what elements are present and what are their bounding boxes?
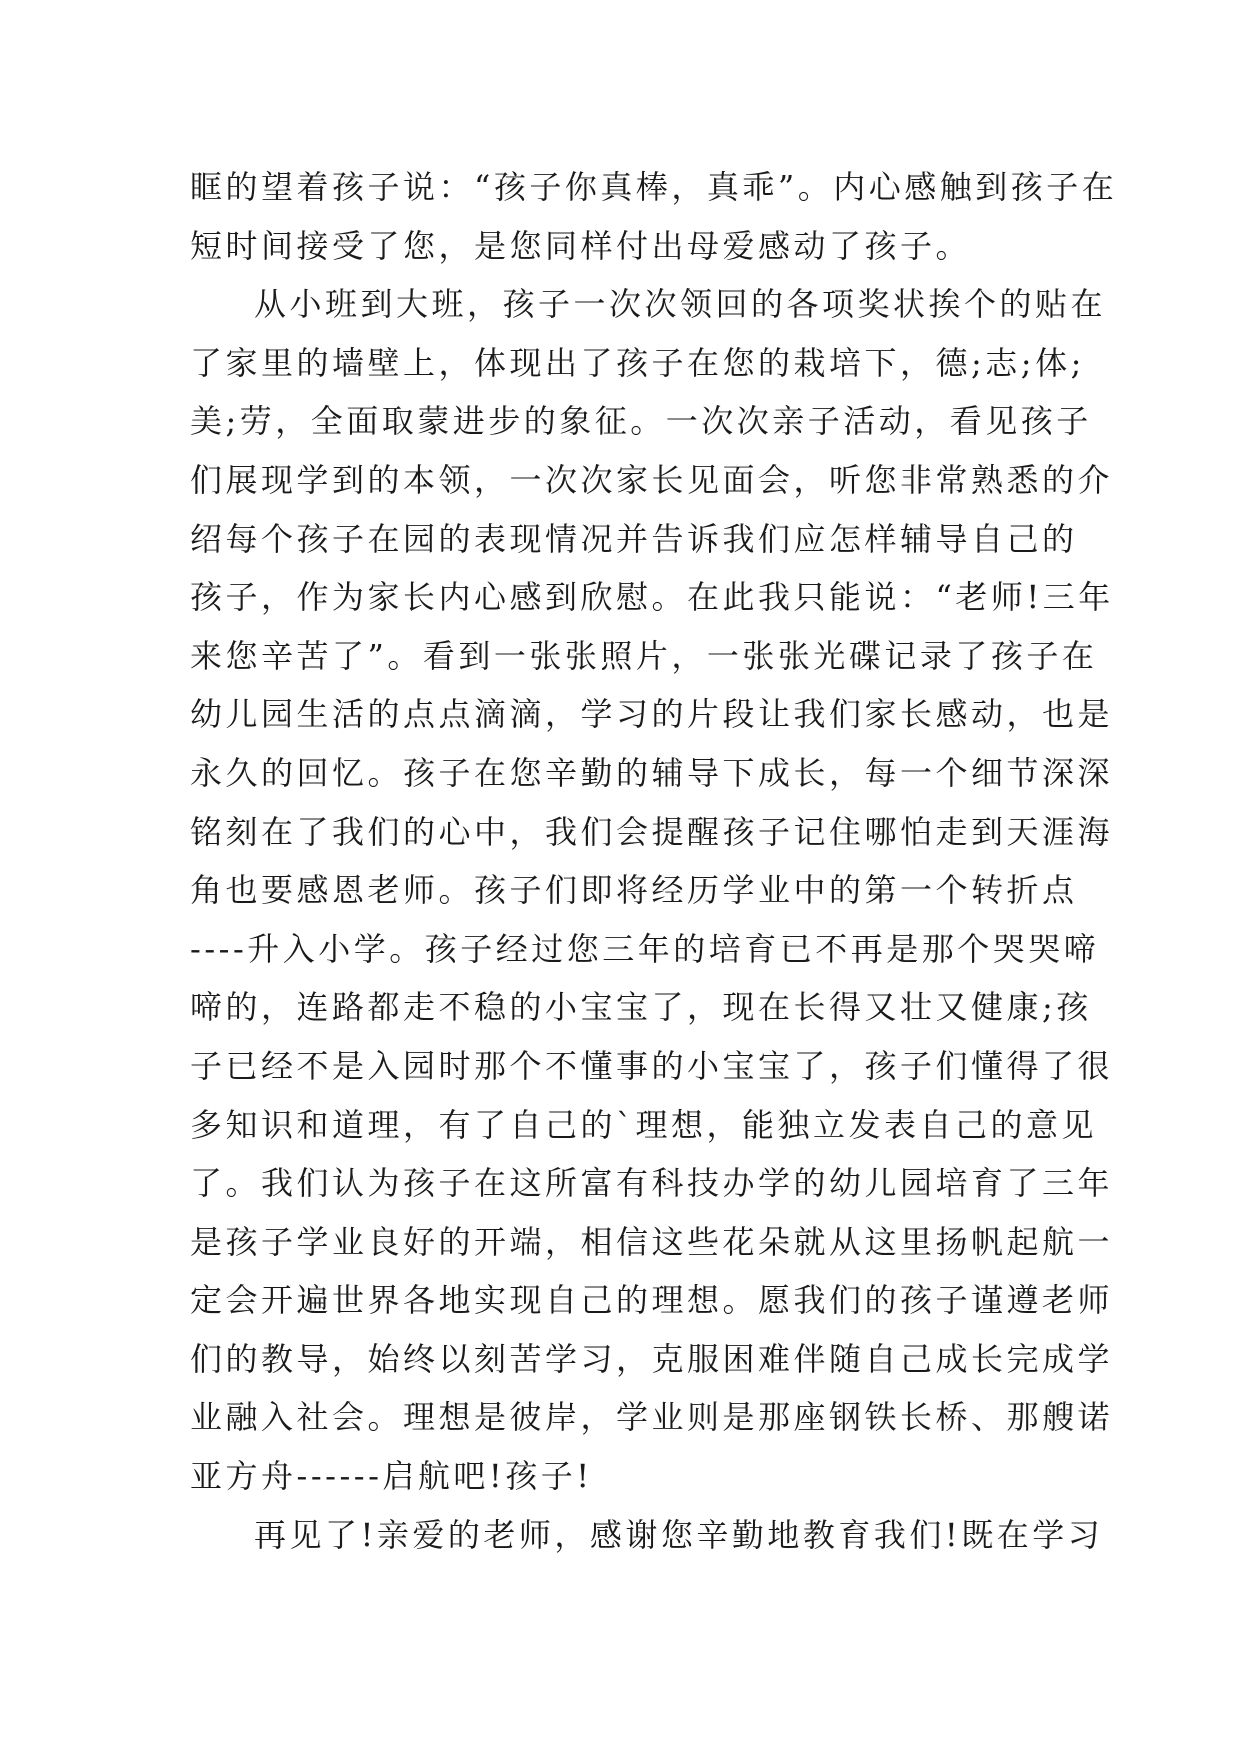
text-line: 角也要感恩老师。孩子们即将经历学业中的第一个转折点	[190, 871, 1078, 910]
text-line: 眶的望着孩子说：“孩子你真棒，真乖”。内心感触到孩子在	[190, 168, 1118, 206]
text-line: 定会开遍世界各地实现自己的理想。愿我们的孩子谨遵老师	[190, 1281, 1114, 1320]
text-line: 子已经不是入园时那个不懂事的小宝宝了，孩子们懂得了很	[190, 1046, 1114, 1085]
text-line: 短时间接受了您，是您同样付出母爱感动了孩子。	[190, 226, 972, 265]
text-line: 们的教导，始终以刻苦学习，克服困难伴随自己成长完成学	[190, 1339, 1114, 1378]
body-text	[190, 158, 1118, 1564]
text-line: 绍每个孩子在园的表现情况并告诉我们应怎样辅导自己的	[190, 519, 1078, 558]
text-line: 亚方舟------启航吧!孩子!	[190, 1457, 593, 1496]
text-line: 啼的，连路都走不稳的小宝宝了，现在长得又壮又健康;孩	[190, 988, 1092, 1027]
text-line: 了。我们认为孩子在这所富有科技办学的幼儿园培育了三年	[190, 1164, 1114, 1203]
text-line: 了家里的墙壁上，体现出了孩子在您的栽培下，德;志;体;	[190, 343, 1085, 382]
text-line: 来您辛苦了”。看到一张张照片，一张张光碟记录了孩子在	[190, 636, 1098, 675]
paragraph-first-line: 从小班到大班，孩子一次次领回的各项奖状挨个的贴在	[254, 285, 1107, 324]
text-line: ----升入小学。孩子经过您三年的培育已不再是那个哭哭啼	[190, 929, 1100, 968]
text-line: 们展现学到的本领，一次次家长见面会，听您非常熟悉的介	[190, 460, 1114, 499]
text-line: 美;劳，全面取蒙进步的象征。一次次亲子活动，看见孩子	[190, 402, 1092, 441]
text-line: 是孩子学业良好的开端，相信这些花朵就从这里扬帆起航一	[190, 1222, 1114, 1261]
text-line: 铭刻在了我们的心中，我们会提醒孩子记住哪怕走到天涯海	[190, 812, 1114, 851]
text-line: 多知识和道理，有了自己的`理想，能独立发表自己的意见	[190, 1105, 1098, 1144]
text-line: 业融入社会。理想是彼岸，学业则是那座钢铁长桥、那艘诺	[190, 1398, 1114, 1437]
text-line: 幼儿园生活的点点滴滴，学习的片段让我们家长感动，也是	[190, 695, 1114, 734]
text-line: 孩子，作为家长内心感到欣慰。在此我只能说：“老师!三年	[190, 578, 1114, 617]
text-line: 永久的回忆。孩子在您辛勤的辅导下成长，每一个细节深深	[190, 753, 1114, 792]
paragraph-first-line: 再见了!亲爱的老师，感谢您辛勤地教育我们!既在学习	[254, 1515, 1104, 1554]
